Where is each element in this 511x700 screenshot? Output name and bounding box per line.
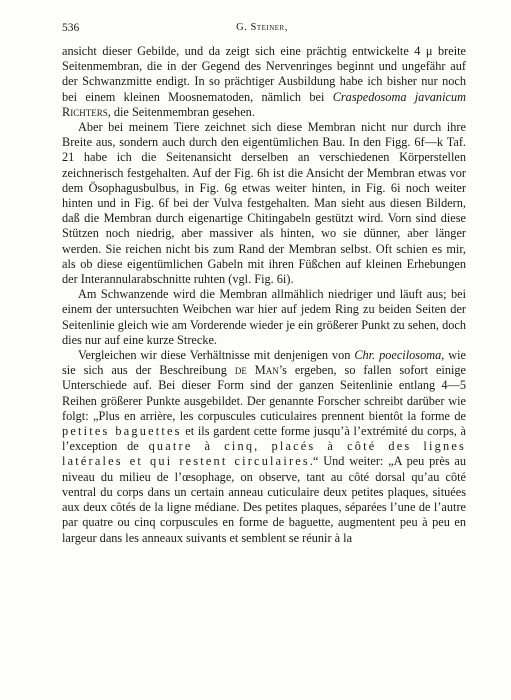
text-segment-it: Craspedosoma javanicum	[332, 89, 466, 104]
paragraph	[62, 348, 466, 546]
text-segment: et ils gardent cette forme jusqu’à l’extrémité du corps, à l’exception de	[62, 424, 466, 454]
running-head: G. Steiner,	[236, 22, 288, 33]
text-segment-sc: Richters	[62, 104, 108, 119]
text-segment-sp: quatre à cinq, placés à côté des lignes latérales et qui restent circulaires	[62, 439, 466, 469]
text-segment-sp: petites baguettes	[62, 424, 182, 439]
text-segment: Vergleichen wir diese Verhältnisse mit denjenigen von	[78, 348, 355, 363]
page-number: 536	[62, 22, 80, 34]
paragraph	[62, 44, 466, 120]
text-segment: ansicht dieser Gebilde, und da zeigt sich eine prächtig entwickelte 4 μ breite Seitenmembran, die in der Gegend des Nervenringes beginnt und ungefähr auf der Schwanzmitte endigt. In so prächtiger Ausbildung habe ich bisher nur noch bei einem kleinen Moosnematoden, nämlich bei	[62, 44, 466, 104]
paragraph	[62, 287, 466, 348]
text-segment-it: Chr. poecilosoma	[354, 348, 442, 363]
body-text	[62, 44, 466, 546]
paragraph	[62, 120, 466, 287]
text-segment: , die Seitenmembran gesehen.	[107, 104, 255, 119]
page-header	[62, 20, 462, 36]
text-segment: , wie sie sich aus der Beschreibung	[62, 348, 467, 378]
text-segment: .“ Und weiter: „A peu près au niveau du milieu de l’œsophage, on observe, tant au côté dorsal qu’au côté ventral du corps dans un certain anneau cuticulaire deux petites plaques, situées aux deux côtés de la ligne médiane. Des petites plaques, séparées l’une de l’autre par quatre ou cinq corpuscules en forme de baguette, augmentent peu à peu en largeur dans les anneaux suivants et semblent se réunir à la	[62, 454, 467, 545]
text-segment: Am Schwanzende wird die Membran allmählich niedriger und läuft aus; bei einem der untersuchten Weibchen war hier auf jedem Ring zu beiden Seiten der Seitenlinie gleich wie am Vorderende wieder je ein größerer Punkt zu sehen, doch dies nur auf eine kurze Strecke.	[62, 287, 466, 347]
text-segment-sc: de Man	[234, 363, 279, 378]
text-segment: Aber bei meinem Tiere zeichnet sich diese Membran nicht nur durch ihre Breite aus, sondern auch durch den eigentümlichen Bau. In den Figg. 6f—k Taf. 21 habe ich die Seitenansicht derselben an verschiedenen Körperstellen zeichnerisch festgehalten. Auf der Fig. 6h ist die Ansicht der Membran etwas vor dem Ösophagusbulbus, in Fig. 6g etwas weiter hinten, in Fig. 6i noch weiter hinten und in Fig. 6f bei der Vulva festgehalten. Man sieht aus diesen Bildern, daß die Membran durch eigenartige Chitingabeln gestützt wird. Vorn sind diese Stützen noch niedrig, aber massiver als hinten, wo sie dünner, aber länger werden. Sie reichen nicht bis zum Rand der Membran selbst. Oft schien es mir, als ob diese eigentümlichen Gabeln mit ihren Füßchen auf kleinen Erhebungen der Interannularabschnitte ruhten (vgl. Fig. 6i).	[62, 120, 466, 287]
text-segment: ’s ergeben, so fallen sofort einige Unterschiede auf. Bei dieser Form sind der ganzen Seitenlinie entlang 4—5 Reihen größerer Punkte ausgebildet. Der genannte Forscher schreibt darüber wie folgt: „Plus en arrière, les corpuscules cuticulaires prennent bientôt la forme de	[62, 363, 467, 423]
